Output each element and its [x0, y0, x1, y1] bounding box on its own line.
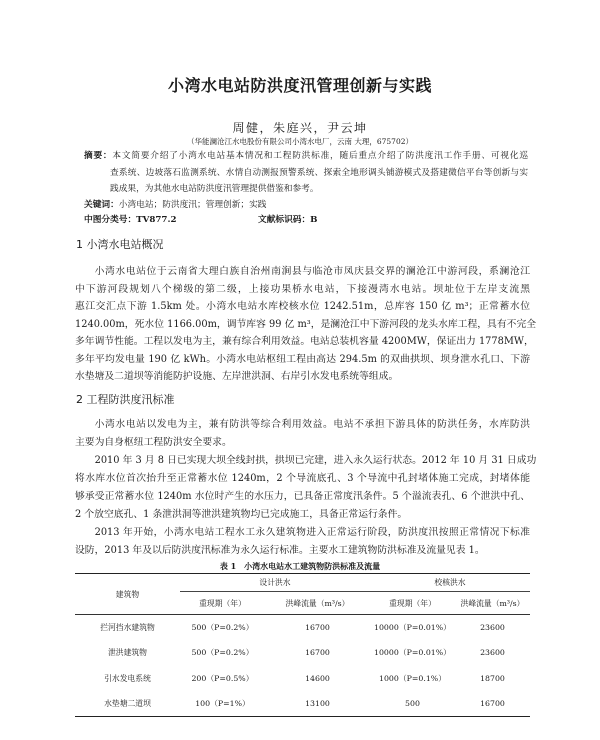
cell-check-peak: 23600	[480, 623, 505, 633]
cell-design-peak: 13100	[265, 691, 370, 717]
section-heading: 1 小湾水电站概况	[76, 238, 164, 251]
cell-design-peak: 16700	[305, 648, 330, 658]
cell-design-period: 500（P=0.2%）	[191, 623, 254, 633]
column-header-peak-flow: 洪峰流量（m³/s）	[455, 592, 530, 615]
body-line: 1240.00m，死水位 1166.00m，调节库容 99 亿 m³，是澜沧江中下游河段的龙头水库工程，具有不完全	[75, 318, 537, 330]
cell-design-period: 100（P=1%）	[180, 691, 265, 717]
cell-check-peak: 18700	[480, 673, 505, 683]
abstract-text: 本文简要介绍了小湾水电站基本情况和工程防洪标准，随后重点介绍了防洪度汛工作手册、可视化巡	[112, 151, 529, 161]
cell-design-period: 500（P=0.2%）	[191, 648, 254, 658]
document-code	[258, 212, 317, 228]
abstract-line: 践成果，为其他水电站防洪度汛管理提供借鉴和参考。	[110, 184, 319, 194]
table-caption: 表 1 小湾水电站水工建筑物防洪标准及流量	[219, 561, 381, 571]
body-line: 2013 年开始，小湾水电站工程水工永久建筑物进入正常运行阶段，防洪度汛按照正常情况下标准	[94, 527, 530, 538]
body-line: 2010 年 3 月 8 日已实现大坝全线封拱，拱坝已完建，进入永久运行状态。2012 年 10 月 31 日成功	[94, 455, 537, 466]
table-row	[75, 691, 530, 717]
body-line: 惠江交汇点下游 1.5km 处。小湾水电站水库校核水位 1242.51m，总库容 150 亿 m³；正常蓄水位	[75, 301, 530, 312]
abstract	[84, 148, 528, 198]
keywords-label: 关键词：	[84, 200, 119, 210]
body-line: 主要为自身枢纽工程防洪安全要求。	[75, 437, 232, 448]
keywords	[84, 197, 266, 213]
cell-building: 水垫塘二道坝	[75, 691, 180, 717]
abstract-line: 查系统、边坡落石监测系统、水情自动测报预警系统、探索全地形调头铺游模式及搭建微信平台等创新与实	[110, 167, 528, 178]
cell-design-period: 200（P=0.5%）	[191, 673, 254, 683]
body-line: 中下游河段规划八个梯级的第二级，上接功果桥水电站，下接漫湾水电站。坝址位于左岸支流黑	[75, 283, 530, 295]
table-row	[75, 640, 530, 665]
body-line: 够承受正常蓄水位 1240m 水位时产生的水压力，已具备正常度汛条件。5 个溢流表孔、6 个泄洪中孔、	[75, 491, 530, 502]
clc-label: 中图分类号：	[84, 215, 137, 225]
cell-building: 引水发电系统	[104, 673, 151, 683]
table-row	[75, 666, 530, 691]
column-header-return-period: 重现期（年）	[370, 592, 455, 615]
column-header-building: 建筑物	[75, 574, 180, 615]
body-line: 多年平均发电量 190 亿 kWh。小湾水电站枢纽工程由高达 294.5m 的双曲拱坝、坝身泄水孔口、下游	[75, 353, 530, 365]
cell-check-period: 10000（P=0.01%）	[374, 623, 451, 633]
section-2-body	[75, 416, 537, 560]
cell-design-peak: 14600	[305, 673, 330, 683]
section-heading: 2 工程防洪度汛标准	[76, 393, 175, 406]
cell-building: 泄洪建筑物	[108, 648, 147, 658]
flood-standard-table	[75, 573, 530, 717]
keywords-value: 小湾电站；防洪度汛；管理创新；实践	[118, 200, 267, 210]
column-header-peak-flow: 洪峰流量（m³/s）	[265, 592, 370, 615]
author-affiliation: （华能澜沧江水电股份有限公司小湾水电厂，云南 大理，675702）	[186, 137, 413, 146]
doc-code-value: B	[310, 215, 318, 225]
cell-design-peak: 16700	[305, 623, 330, 633]
column-group-check-flood: 校核洪水	[370, 574, 530, 592]
body-line: 小湾水电站位于云南省大理白族自治州南涧县与临沧市凤庆县交界的澜沧江中游河段，系澜沧江	[94, 266, 530, 277]
doc-code-label: 文献标识码：	[258, 215, 311, 225]
cell-check-period: 10000（P=0.01%）	[374, 648, 451, 658]
body-line: 2 个放空底孔、1 条泄洪洞等泄洪建筑物均已完成施工，具备正常运行条件。	[75, 509, 408, 520]
author-list: 周健，朱庭兴，尹云坤	[232, 121, 368, 135]
body-line: 多年调节性能。工程以发电为主，兼有综合利用效益。电站总装机容量 4200MW，保证出力 1778MW，	[75, 336, 534, 347]
column-header-return-period: 重现期（年）	[180, 592, 265, 615]
clc-number	[84, 212, 177, 228]
section-1-body	[75, 263, 537, 386]
cell-check-period: 500	[370, 691, 455, 717]
table-header-row	[75, 574, 530, 592]
body-line: 小湾水电站以发电为主，兼有防洪等综合利用效益。电站不承担下游具体的防洪任务，水库防洪	[94, 419, 530, 430]
body-line: 设防，2013 年及以后防洪度汛标准为永久运行标准。主要水工建筑物防洪标准及流量见表 1。	[75, 545, 485, 556]
paper-title: 小湾水电站防洪度汛管理创新与实践	[167, 76, 432, 95]
cell-check-peak: 23600	[480, 648, 505, 658]
abstract-label: 摘要：	[84, 151, 113, 161]
clc-value: TV877.2	[136, 215, 177, 225]
body-line: 水垫塘及二道坝等消能防护设施、左岸泄洪洞、右岸引水发电系统等组成。	[75, 371, 399, 382]
cell-check-period: 1000（P=0.1%）	[378, 673, 447, 683]
body-line: 将水库水位首次抬升至正常蓄水位 1240m，2 个导流底孔、3 个导流中孔封堵体施工完成，封堵体能	[75, 473, 530, 484]
cell-building: 拦河挡水建筑物	[100, 623, 155, 633]
abstract-line	[84, 148, 528, 165]
cell-check-peak: 16700	[455, 691, 530, 717]
column-group-design-flood: 设计洪水	[180, 574, 370, 592]
table-row	[75, 615, 530, 641]
